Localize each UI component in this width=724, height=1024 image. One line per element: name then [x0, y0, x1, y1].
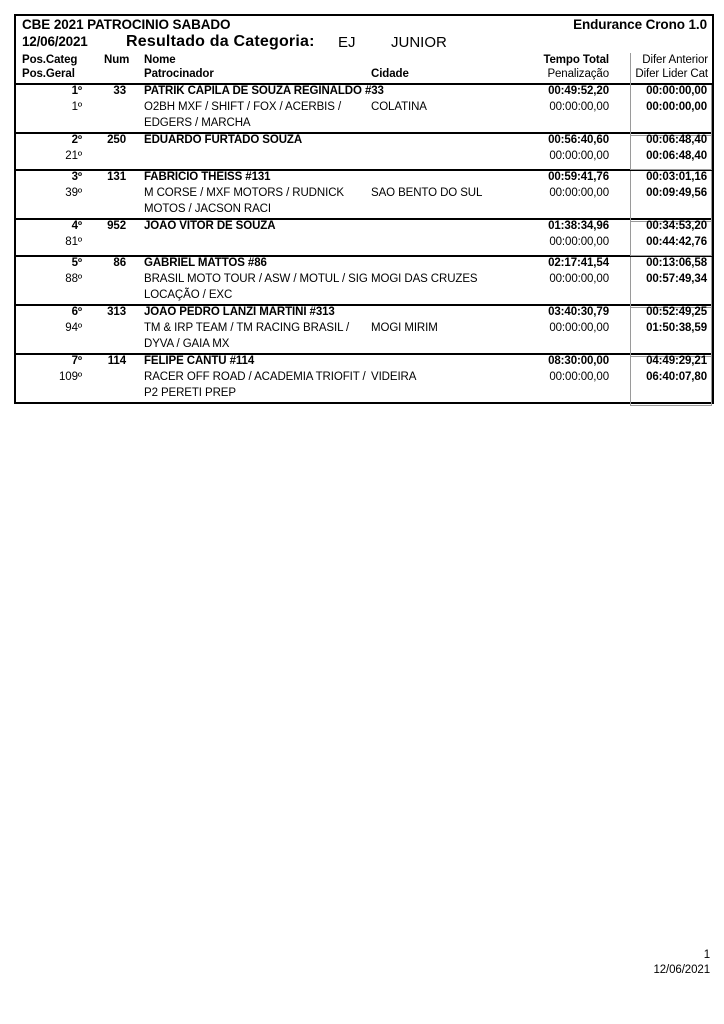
table-column-headers: [16, 53, 712, 85]
difer-anterior: 00:52:49,25: [646, 306, 707, 318]
sponsor-line-2: DYVA / GAIA MX: [144, 338, 230, 350]
pos-categ: 3º: [71, 171, 82, 183]
event-title: CBE 2021 PATROCINIO SABADO: [22, 17, 231, 32]
footer-date: 12/06/2021: [653, 964, 710, 976]
competitor-num: 114: [107, 355, 126, 367]
penalizacao: 00:00:00,00: [549, 187, 609, 199]
table-row: [16, 306, 712, 355]
report-header-top: [16, 16, 712, 33]
difer-anterior: 00:00:00,00: [646, 85, 707, 97]
row-spacer: [16, 166, 712, 169]
sponsor-line-1: RACER OFF ROAD / ACADEMIA TRIOFIT /: [144, 371, 366, 383]
row-spacer: [16, 252, 712, 255]
competitor-name: EDUARDO FURTADO SOUZA: [144, 134, 303, 146]
sponsor-line-1: BRASIL MOTO TOUR / ASW / MOTUL / SIG: [144, 273, 368, 285]
tempo-total: 03:40:30,79: [548, 306, 609, 318]
difer-anterior: 00:13:06,58: [646, 257, 707, 269]
column-header-nome: Nome: [144, 54, 176, 66]
competitor-city: MOGI DAS CRUZES: [371, 273, 478, 285]
competitor-num: 952: [107, 220, 126, 232]
pos-geral: 94º: [65, 322, 82, 334]
difer-lider-cat: 06:40:07,80: [646, 371, 707, 383]
difer-lider-cat: 00:57:49,34: [646, 273, 707, 285]
sponsor-line-2: LOCAÇÃO / EXC: [144, 289, 233, 301]
difer-anterior: 04:49:29,21: [646, 355, 707, 367]
sponsor-line-2: EDGERS / MARCHA: [144, 117, 251, 129]
competitor-name: FABRICIO THEISS #131: [144, 171, 271, 183]
competitor-num: 86: [113, 257, 126, 269]
category-name: JUNIOR: [391, 34, 447, 51]
competitor-num: 33: [113, 85, 126, 97]
sponsor-line-1: O2BH MXF / SHIFT / FOX / ACERBIS /: [144, 101, 342, 113]
footer-page-number: 1: [703, 949, 710, 961]
report-date: 12/06/2021: [22, 34, 88, 49]
tempo-total: 08:30:00,00: [548, 355, 609, 367]
competitor-name: FELIPE CANTU #114: [144, 355, 255, 367]
table-row: [16, 171, 712, 220]
report-header-category: [16, 33, 712, 53]
table-body: [16, 85, 712, 402]
table-row: [16, 134, 712, 171]
column-header-difer-anterior: Difer Anterior: [642, 54, 708, 66]
competitor-num: 131: [107, 171, 126, 183]
column-header-cidade: Cidade: [371, 68, 409, 80]
column-header-num: Num: [104, 54, 130, 66]
sponsor-line-1: TM & IRP TEAM / TM RACING BRASIL /: [144, 322, 350, 334]
competitor-city: VIDEIRA: [371, 371, 417, 383]
pos-geral: 21º: [65, 150, 82, 162]
competitor-name: PATRIK CAPILA DE SOUZA REGINALDO #33: [144, 85, 384, 97]
pos-geral: 1º: [71, 101, 82, 113]
difer-anterior: 00:34:53,20: [646, 220, 707, 232]
difer-lider-cat: 00:44:42,76: [646, 236, 707, 248]
pos-categ: 2º: [71, 134, 82, 146]
page-footer: [653, 948, 710, 978]
competitor-city: SAO BENTO DO SUL: [371, 187, 483, 199]
column-header-pos-geral: Pos.Geral: [22, 68, 75, 80]
tempo-total: 00:59:41,76: [548, 171, 609, 183]
pos-geral: 81º: [65, 236, 82, 248]
tempo-total: 01:38:34,96: [548, 220, 609, 232]
difer-lider-cat: 00:00:00,00: [646, 101, 707, 113]
penalizacao: 00:00:00,00: [549, 322, 609, 334]
penalizacao: 00:00:00,00: [549, 371, 609, 383]
table-row: [16, 85, 712, 134]
competitor-name: GABRIEL MATTOS #86: [144, 257, 267, 269]
results-table: [14, 14, 714, 404]
penalizacao: 00:00:00,00: [549, 273, 609, 285]
table-row: [16, 257, 712, 306]
column-divider: [630, 53, 631, 85]
table-row: [16, 355, 712, 402]
penalizacao: 00:00:00,00: [549, 150, 609, 162]
tempo-total: 02:17:41,54: [548, 257, 609, 269]
competitor-num: 250: [107, 134, 126, 146]
column-header-difer-lider-cat: Difer Lider Cat: [635, 68, 708, 80]
difer-lider-cat: 00:06:48,40: [646, 150, 707, 162]
pos-categ: 5º: [71, 257, 82, 269]
penalizacao: 00:00:00,00: [549, 101, 609, 113]
penalizacao: 00:00:00,00: [549, 236, 609, 248]
table-row: [16, 220, 712, 257]
difer-anterior: 00:06:48,40: [646, 134, 707, 146]
pos-categ: 7º: [71, 355, 82, 367]
competitor-name: JOÃO PEDRO LANZI MARTINI #313: [144, 306, 335, 318]
column-header-penalizacao: Penalização: [547, 68, 609, 80]
tempo-total: 00:49:52,20: [548, 85, 609, 97]
column-header-tempo-total: Tempo Total: [543, 54, 609, 66]
application-title: Endurance Crono 1.0: [573, 17, 707, 32]
competitor-city: MOGI MIRIM: [371, 322, 438, 334]
pos-geral: 88º: [65, 273, 82, 285]
column-header-patrocinador: Patrocinador: [144, 68, 214, 80]
difer-lider-cat: 01:50:38,59: [646, 322, 707, 334]
sponsor-line-1: M CORSE / MXF MOTORS / RUDNICK: [144, 187, 344, 199]
competitor-num: 313: [107, 306, 126, 318]
competitor-city: COLATINA: [371, 101, 427, 113]
pos-categ: 6º: [71, 306, 82, 318]
pos-categ: 4º: [71, 220, 82, 232]
pos-geral: 109º: [59, 371, 82, 383]
column-header-pos-categ: Pos.Categ: [22, 54, 78, 66]
result-title: Resultado da Categoria:: [126, 33, 315, 50]
difer-lider-cat: 00:09:49,56: [646, 187, 707, 199]
sponsor-line-2: MOTOS / JACSON RACI: [144, 203, 271, 215]
pos-categ: 1º: [71, 85, 82, 97]
sponsor-line-2: P2 PERETI PREP: [144, 387, 236, 399]
category-code: EJ: [338, 34, 356, 51]
difer-anterior: 00:03:01,16: [646, 171, 707, 183]
tempo-total: 00:56:40,60: [548, 134, 609, 146]
pos-geral: 39º: [65, 187, 82, 199]
competitor-name: JOAO VITOR DE SOUZA: [144, 220, 276, 232]
